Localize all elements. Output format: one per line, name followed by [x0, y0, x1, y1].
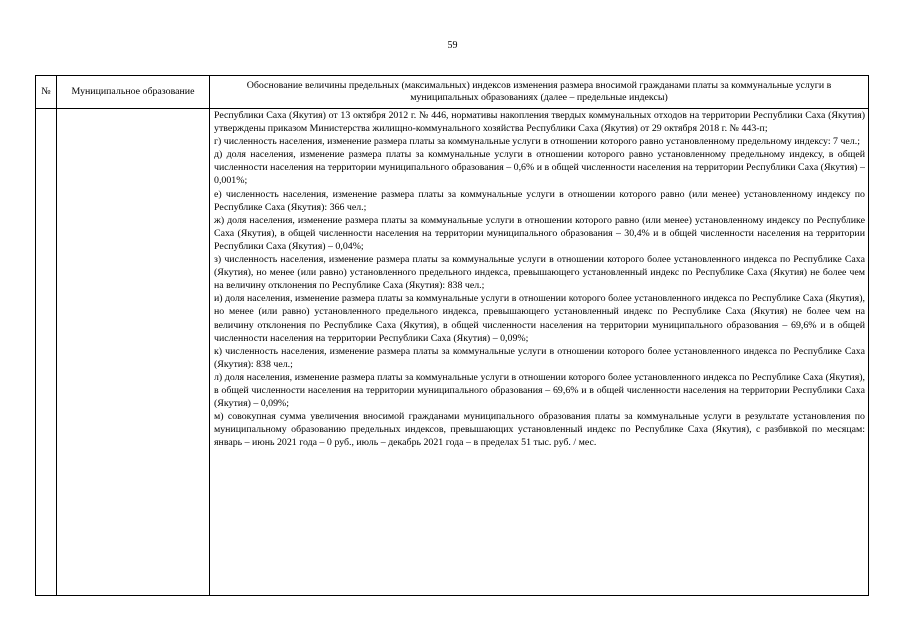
table-row: [36, 109, 869, 596]
paragraph-i: и) доля населения, изменение размера платы за коммунальные услуги в отношении которого более установленного индекса по Республике Саха (Якутия), но менее (или равно) установленного предельного индекса, превышающего установленный индекс по Республике Саха (Якутия) не более чем на величину отклонения по Республике Саха (Якутия), в общей численности населения на территории муниципального образования – 69,6% и в общей численности населения на территории Республики Саха (Якутия) – 0,09%;: [214, 293, 865, 344]
paragraph-zh: ж) доля населения, изменение размера платы за коммунальные услуги в отношении которого равно (или менее) установленному индексу по Республике Саха (Якутия), в общей численности населения на территории муниципального образования – 30,4% и в общей численности населения на территории Республики Саха (Якутия) – 0,04%;: [214, 214, 865, 252]
page-number: 59: [447, 40, 458, 51]
paragraph-m: м) совокупная сумма увеличения вносимой гражданами муниципального образования платы за коммунальные услуги в результате установления по муниципальному образованию предельных индексов, превышающих установленный индекс по Республике Саха (Якутия), с разбивкой по месяцам: январь – июнь 2021 года – 0 руб., июль – декабрь 2021 года – в пределах 51 тыс. руб. / мес.: [214, 411, 865, 449]
header-number: №: [36, 76, 57, 109]
header-row: [36, 76, 869, 109]
paragraph-d: д) доля населения, изменение размера платы за коммунальные услуги в отношении которого равно установленному предельному индексу, в общей численности населения на территории муниципального образования – 0,6% и в общей численности населения на территории Республики Саха (Якутия) – 0,001%;: [214, 149, 865, 187]
row-municipality-cell: [57, 109, 210, 596]
paragraph-continuation: Республики Саха (Якутия) от 13 октября 2012 г. № 446, нормативы накопления твердых коммунальных отходов на территории Республики Саха (Якутия) утверждены приказом Министерства жилищно-коммунального хозяйства Республики Саха (Якутия) от 29 октября 2018 г. № 443-п;: [214, 110, 865, 135]
paragraph-g: г) численность населения, изменение размера платы за коммунальные услуги в отношении которого равно установленному предельному индексу: 7 чел.;: [214, 136, 860, 148]
table-header: [36, 76, 869, 109]
table-body: [36, 109, 869, 596]
paragraph-k: к) численность населения, изменение размера платы за коммунальные услуги в отношении которого более установленного индекса по Республике Саха (Якутия): 838 чел.;: [214, 345, 865, 370]
justification-table: [35, 75, 869, 596]
paragraph-l: л) доля населения, изменение размера платы за коммунальные услуги в отношении которого более установленного индекса по Республике Саха (Якутия), в общей численности населения на территории муниципального образования – 69,6% и в общей численности населения на территории Республики Саха (Якутия) – 0,09%;: [214, 371, 865, 410]
row-number-cell: [36, 109, 57, 596]
paragraph-e: е) численность населения, изменение размера платы за коммунальные услуги в отношении которого равно (или менее) установленному индексу по Республике Саха (Якутия): 366 чел.;: [214, 188, 865, 213]
header-justification: Обоснование величины предельных (максимальных) индексов изменения размера вносимой гражданами платы за коммунальные услуги в муниципальных образованиях (далее – предельные индексы): [210, 76, 869, 109]
header-municipality: Муниципальное образование: [57, 76, 210, 109]
row-justification-cell: [210, 109, 869, 596]
paragraph-z: з) численность населения, изменение размера платы за коммунальные услуги в отношении которого более установленного индекса по Республике Саха (Якутия), но менее (или равно) установленного предельного индекса, превышающего установленный индекс по Республике Саха (Якутия) не более чем на величину отклонения по Республике Саха (Якутия): 838 чел.;: [214, 254, 865, 292]
